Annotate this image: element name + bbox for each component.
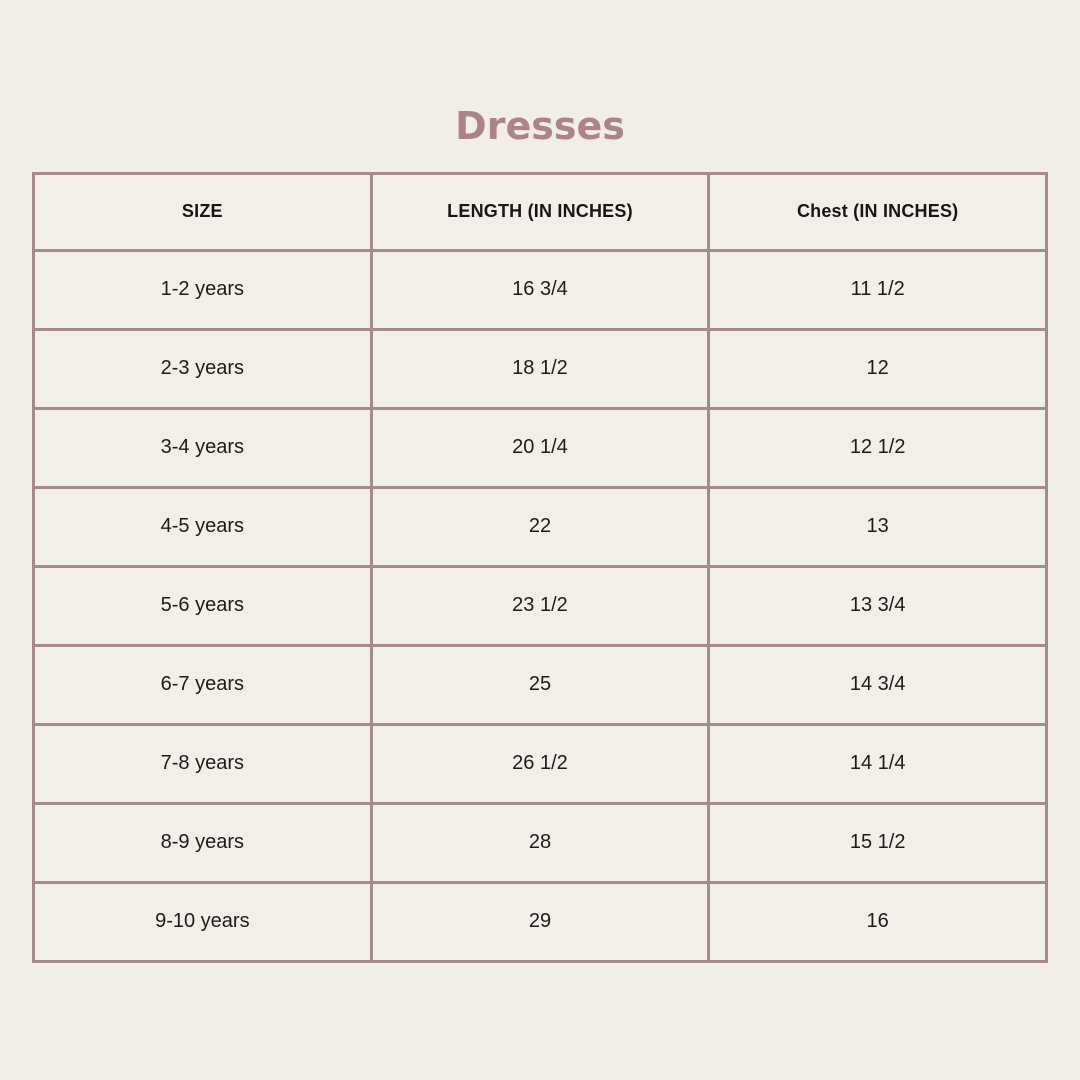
header-row [34,173,1047,250]
table-body [34,250,1047,961]
length-cell: 22 [371,487,709,566]
length-cell: 28 [371,803,709,882]
length-cell: 20 1/4 [371,408,709,487]
column-header-length: LENGTH (IN INCHES) [371,173,709,250]
size-cell: 4-5 years [34,487,372,566]
table-row [34,566,1047,645]
chest-cell: 12 [709,329,1047,408]
table-row [34,408,1047,487]
length-cell: 23 1/2 [371,566,709,645]
table-header [34,173,1047,250]
page-title: Dresses [455,104,625,148]
chest-cell: 13 3/4 [709,566,1047,645]
column-header-size: SIZE [34,173,372,250]
chest-cell: 12 1/2 [709,408,1047,487]
chest-cell: 14 1/4 [709,724,1047,803]
size-cell: 8-9 years [34,803,372,882]
table-row [34,250,1047,329]
size-cell: 9-10 years [34,882,372,961]
size-cell: 7-8 years [34,724,372,803]
table-row [34,645,1047,724]
table-row [34,882,1047,961]
length-cell: 18 1/2 [371,329,709,408]
size-cell: 6-7 years [34,645,372,724]
chest-cell: 11 1/2 [709,250,1047,329]
table-row [34,803,1047,882]
size-chart-table [32,172,1048,963]
chest-cell: 14 3/4 [709,645,1047,724]
chest-cell: 15 1/2 [709,803,1047,882]
size-cell: 5-6 years [34,566,372,645]
length-cell: 16 3/4 [371,250,709,329]
column-header-chest: Chest (IN INCHES) [709,173,1047,250]
chest-cell: 16 [709,882,1047,961]
chest-cell: 13 [709,487,1047,566]
table-row [34,487,1047,566]
table-row [34,329,1047,408]
length-cell: 26 1/2 [371,724,709,803]
table-row [34,724,1047,803]
size-cell: 2-3 years [34,329,372,408]
size-cell: 3-4 years [34,408,372,487]
size-cell: 1-2 years [34,250,372,329]
length-cell: 29 [371,882,709,961]
length-cell: 25 [371,645,709,724]
